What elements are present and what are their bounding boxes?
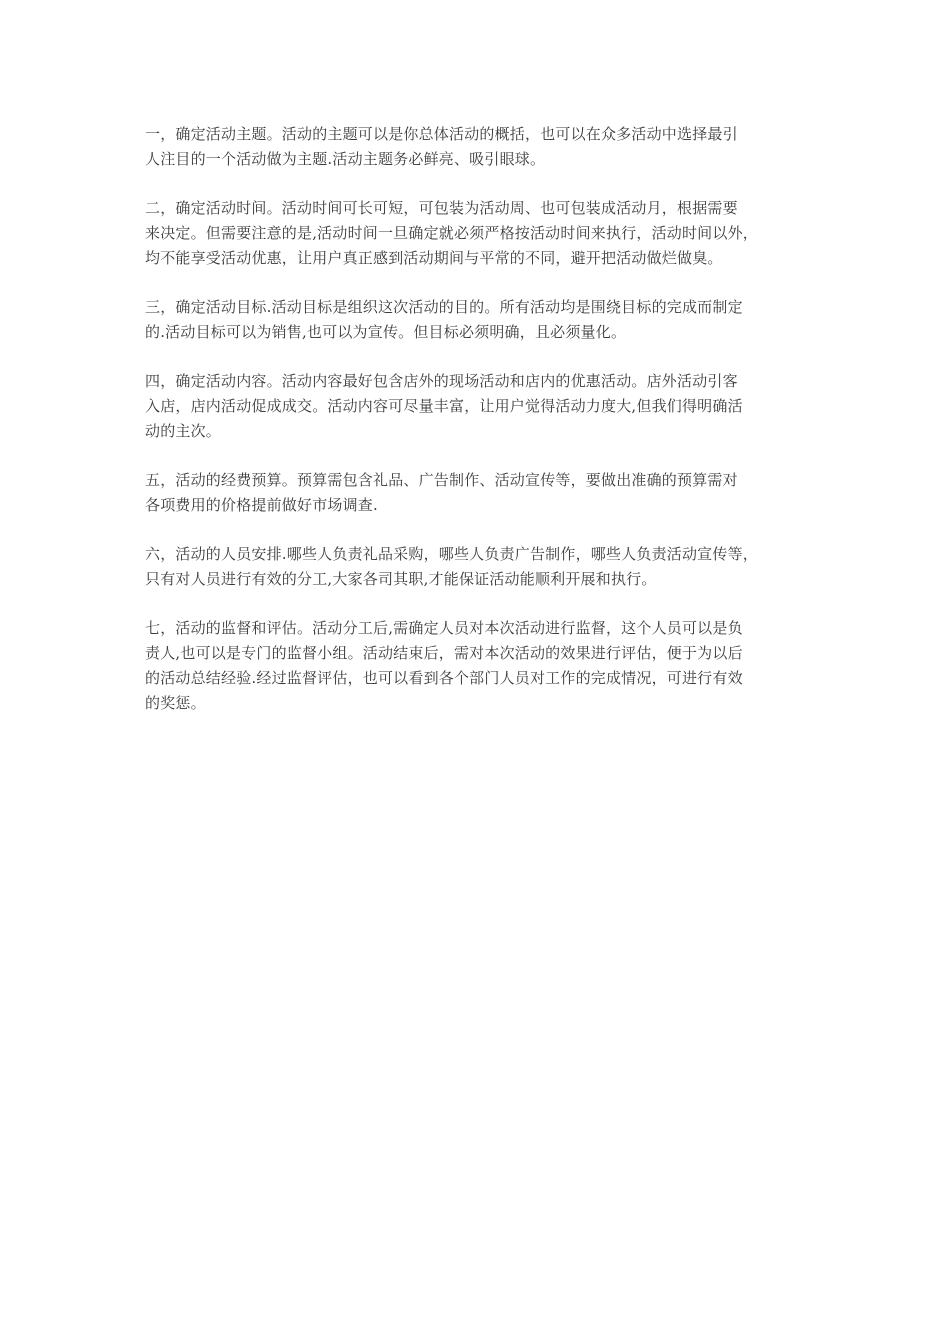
paragraph-3 [145, 295, 810, 345]
paragraph-4-line-2: 入店，店内活动促成成交。活动内容可尽量丰富，让用户觉得活动力度大,但我们得明确活 [145, 397, 743, 415]
paragraph-5-line-1: 五，活动的经费预算。预算需包含礼品、广告制作、活动宣传等，要做出准确的预算需对 [145, 471, 738, 489]
paragraph-2-line-3: 均不能享受活动优惠，让用户真正感到活动期间与平常的不同，避开把活动做烂做臭。 [145, 249, 723, 267]
paragraph-7 [145, 616, 810, 716]
paragraph-7-line-3: 的活动总结经验.经过监督评估，也可以看到各个部门人员对工作的完成情况，可进行有效 [145, 669, 743, 687]
paragraph-5-line-2: 各项费用的价格提前做好市场调查. [145, 496, 378, 514]
paragraph-3-line-2: 的.活动目标可以为销售,也可以为宣传。但目标必须明确，且必须量化。 [145, 323, 627, 341]
paragraph-4-line-1: 四，确定活动内容。活动内容最好包含店外的现场活动和店内的优惠活动。店外活动引客 [145, 372, 738, 390]
paragraph-4 [145, 369, 810, 444]
paragraph-7-line-1: 七，活动的监督和评估。活动分工后,需确定人员对本次活动进行监督，这个人员可以是负 [145, 619, 743, 637]
paragraph-2-line-2: 来决定。但需要注意的是,活动时间一旦确定就必须严格按活动时间来执行，活动时间以外， [145, 224, 758, 242]
paragraph-6-line-2: 只有对人员进行有效的分工,大家各司其职,才能保证活动能顺利开展和执行。 [145, 570, 657, 588]
paragraph-7-line-4: 的奖惩。 [145, 694, 206, 712]
paragraph-2-line-1: 二，确定活动时间。活动时间可长可短，可包装为活动周、也可包装成活动月，根据需要 [145, 199, 738, 217]
paragraph-1-line-2: 人注目的一个活动做为主题.活动主题务必鲜亮、吸引眼球。 [145, 150, 546, 168]
paragraph-2 [145, 196, 810, 271]
paragraph-4-line-3: 动的主次。 [145, 422, 222, 440]
paragraph-5 [145, 468, 810, 518]
document-body [145, 122, 810, 740]
paragraph-1 [145, 122, 810, 172]
paragraph-3-line-1: 三，确定活动目标.活动目标是组织这次活动的目的。所有活动均是围绕目标的完成而制定 [145, 298, 743, 316]
paragraph-7-line-2: 责人,也可以是专门的监督小组。活动结束后，需对本次活动的效果进行评估，便于为以后 [145, 644, 743, 662]
paragraph-6 [145, 542, 810, 592]
paragraph-1-line-1: 一，确定活动主题。活动的主题可以是你总体活动的概括，也可以在众多活动中选择最引 [145, 125, 738, 143]
paragraph-6-line-1: 六，活动的人员安排.哪些人负责礼品采购，哪些人负责广告制作，哪些人负责活动宣传等， [145, 545, 758, 563]
